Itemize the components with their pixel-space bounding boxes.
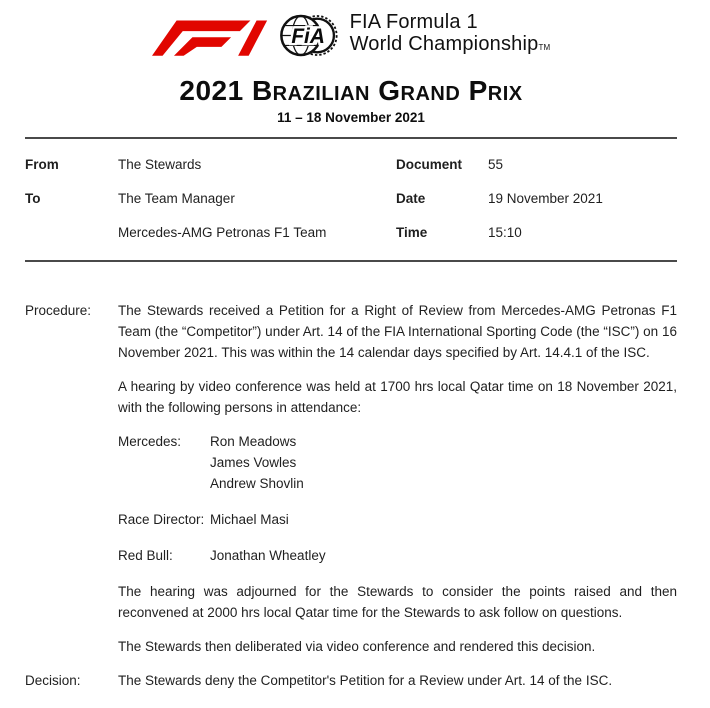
- decision-label: Decision:: [25, 673, 81, 688]
- decision-section: [25, 670, 677, 704]
- from-label: From: [25, 157, 59, 172]
- brand-line-2: World ChampionshipTM: [349, 33, 551, 55]
- attendee-name: Ron Meadows: [210, 434, 297, 449]
- procedure-paragraph-1: The Stewards received a Petition for a Right of Review from Mercedes-AMG Petronas F1 Team (the “Competitor”) under Art. 14 of the FIA International Sporting Code (the “ISC”) on 16 November 2021. This was within the 14 calendar days specified by Art. 14.4.1 of the ISC.: [118, 303, 677, 360]
- time-value: 15:10: [488, 225, 522, 240]
- meta-empty-cell: [25, 216, 118, 250]
- procedure-paragraph-4: The Stewards then deliberated via video conference and rendered this decision.: [118, 639, 596, 654]
- attendee-names: [210, 545, 677, 566]
- attendance-row-red-bull: [118, 545, 677, 566]
- divider-bottom: [25, 260, 677, 262]
- attendee-names: [210, 509, 677, 530]
- title-block: [25, 76, 677, 125]
- meta-table: [25, 139, 677, 260]
- time-label: Time: [396, 225, 428, 240]
- procedure-label: Procedure:: [25, 303, 92, 318]
- attendee-role: Red Bull:: [118, 548, 173, 563]
- f1-logo-icon: [152, 15, 268, 56]
- attendee-names: [210, 431, 677, 494]
- event-dates: 11 – 18 November 2021: [277, 110, 425, 125]
- to-label: To: [25, 191, 41, 206]
- trademark-symbol: TM: [538, 43, 551, 52]
- fia-emblem-text: FiA: [290, 24, 325, 48]
- from-value: The Stewards: [118, 157, 202, 172]
- attendance-row-race-director: [118, 509, 677, 530]
- to-value: The Team Manager: [118, 191, 235, 206]
- attendee-name: Jonathan Wheatley: [210, 548, 326, 563]
- document-body: [25, 300, 677, 704]
- attendee-role: Race Director:: [118, 512, 205, 527]
- brand-line-1: FIA Formula 1: [349, 11, 478, 33]
- attendance-row-mercedes: [118, 431, 677, 494]
- date-value: 19 November 2021: [488, 191, 603, 206]
- attendee-name: Andrew Shovlin: [210, 476, 304, 491]
- header-logo-row: [25, 8, 677, 62]
- decision-text: The Stewards deny the Competitor's Petition for a Review under Art. 14 of the ISC.: [118, 673, 613, 688]
- procedure-section: [25, 300, 677, 670]
- attendee-role: Mercedes:: [118, 434, 182, 449]
- document-value: 55: [488, 157, 504, 172]
- brand-wordmark: [350, 11, 551, 59]
- procedure-content: [118, 300, 677, 670]
- attendee-name: James Vowles: [210, 455, 297, 470]
- team-value: Mercedes-AMG Petronas F1 Team: [118, 225, 327, 240]
- document-label: Document: [396, 157, 463, 172]
- date-label: Date: [396, 191, 426, 206]
- decision-content: [118, 670, 677, 704]
- attendee-name: Michael Masi: [210, 512, 289, 527]
- procedure-paragraph-2: A hearing by video conference was held at 1700 hrs local Qatar time on 18 November 2021, with the following persons in attendance:: [118, 379, 677, 415]
- fia-emblem-icon: [280, 12, 338, 59]
- procedure-paragraph-3: The hearing was adjourned for the Stewards to consider the points raised and then reconvened at 2000 hrs local Qatar time for the Stewards to ask follow on questions.: [118, 584, 677, 620]
- event-title: 2021 Brazilian Grand Prix: [179, 75, 523, 106]
